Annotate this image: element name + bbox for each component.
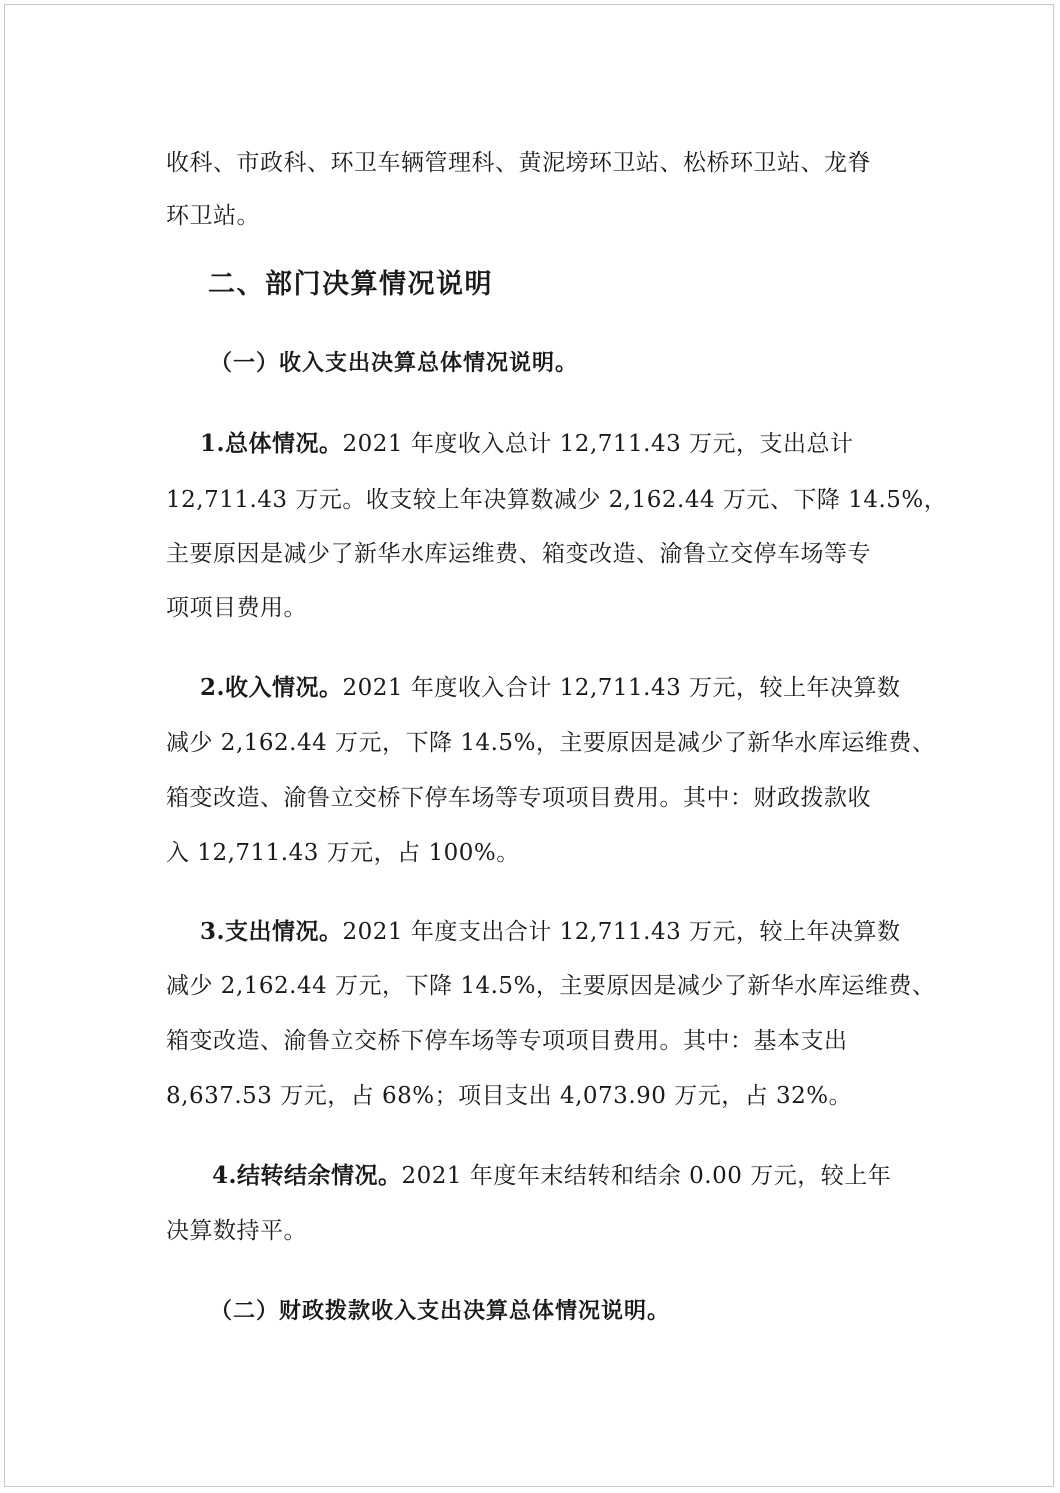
paragraph-3-text-1: 2021 年度支出合计 12,711.43 万元，较上年决算数 <box>342 919 901 945</box>
section-title: 二、部门决算情况说明 <box>208 269 493 300</box>
paragraph-4-text-1: 2021 年度年末结转和结余 0.00 万元，较上年 <box>401 1163 892 1189</box>
paragraph-2-line-1 <box>200 672 901 704</box>
paragraph-3-lead: 3.支出情况。 <box>200 918 343 945</box>
subsection-title-1: （一）收入支出决算总体情况说明。 <box>210 350 579 376</box>
paragraph-4-line-2: 决算数持平。 <box>166 1218 307 1244</box>
subsection-title-2: （二）财政拨款收入支出决算总体情况说明。 <box>210 1298 671 1324</box>
paragraph-1-line-1 <box>200 428 854 460</box>
paragraph-2-line-3: 箱变改造、渝鲁立交桥下停车场等专项项目费用。其中：财政拨款收 <box>166 785 871 811</box>
paragraph-3-line-3: 箱变改造、渝鲁立交桥下停车场等专项项目费用。其中：基本支出 <box>166 1028 848 1054</box>
paragraph-2-text-1: 2021 年度收入合计 12,711.43 万元，较上年决算数 <box>342 675 901 701</box>
paragraph-2-line-2: 减少 2,162.44 万元，下降 14.5%，主要原因是减少了新华水库运维费、 <box>166 730 936 756</box>
paragraph-1-line-3: 主要原因是减少了新华水库运维费、箱变改造、渝鲁立交停车场等专 <box>166 541 871 567</box>
paragraph-2-line-4: 入 12,711.43 万元，占 100%。 <box>166 840 520 866</box>
paragraph-3-line-2: 减少 2,162.44 万元，下降 14.5%，主要原因是减少了新华水库运维费、 <box>166 973 936 999</box>
paragraph-1-line-4: 项项目费用。 <box>166 595 307 621</box>
paragraph-4-line-1 <box>212 1160 891 1192</box>
paragraph-1-line-2: 12,711.43 万元。收支较上年决算数减少 2,162.44 万元、下降 14.5%， <box>166 487 948 513</box>
paragraph-4-lead: 4.结转结余情况。 <box>212 1162 402 1189</box>
paragraph-2-lead: 2.收入情况。 <box>200 674 343 701</box>
paragraph-1-lead: 1.总体情况。 <box>200 430 343 457</box>
intro-line-2: 环卫站。 <box>166 203 260 229</box>
paragraph-1-text-1: 2021 年度收入总计 12,711.43 万元，支出总计 <box>342 431 854 457</box>
intro-line-1: 收科、市政科、环卫车辆管理科、黄泥塝环卫站、松桥环卫站、龙脊 <box>166 150 871 176</box>
paragraph-3-line-1 <box>200 916 901 948</box>
paragraph-3-line-4: 8,637.53 万元，占 68%；项目支出 4,073.90 万元，占 32%。 <box>166 1083 853 1109</box>
